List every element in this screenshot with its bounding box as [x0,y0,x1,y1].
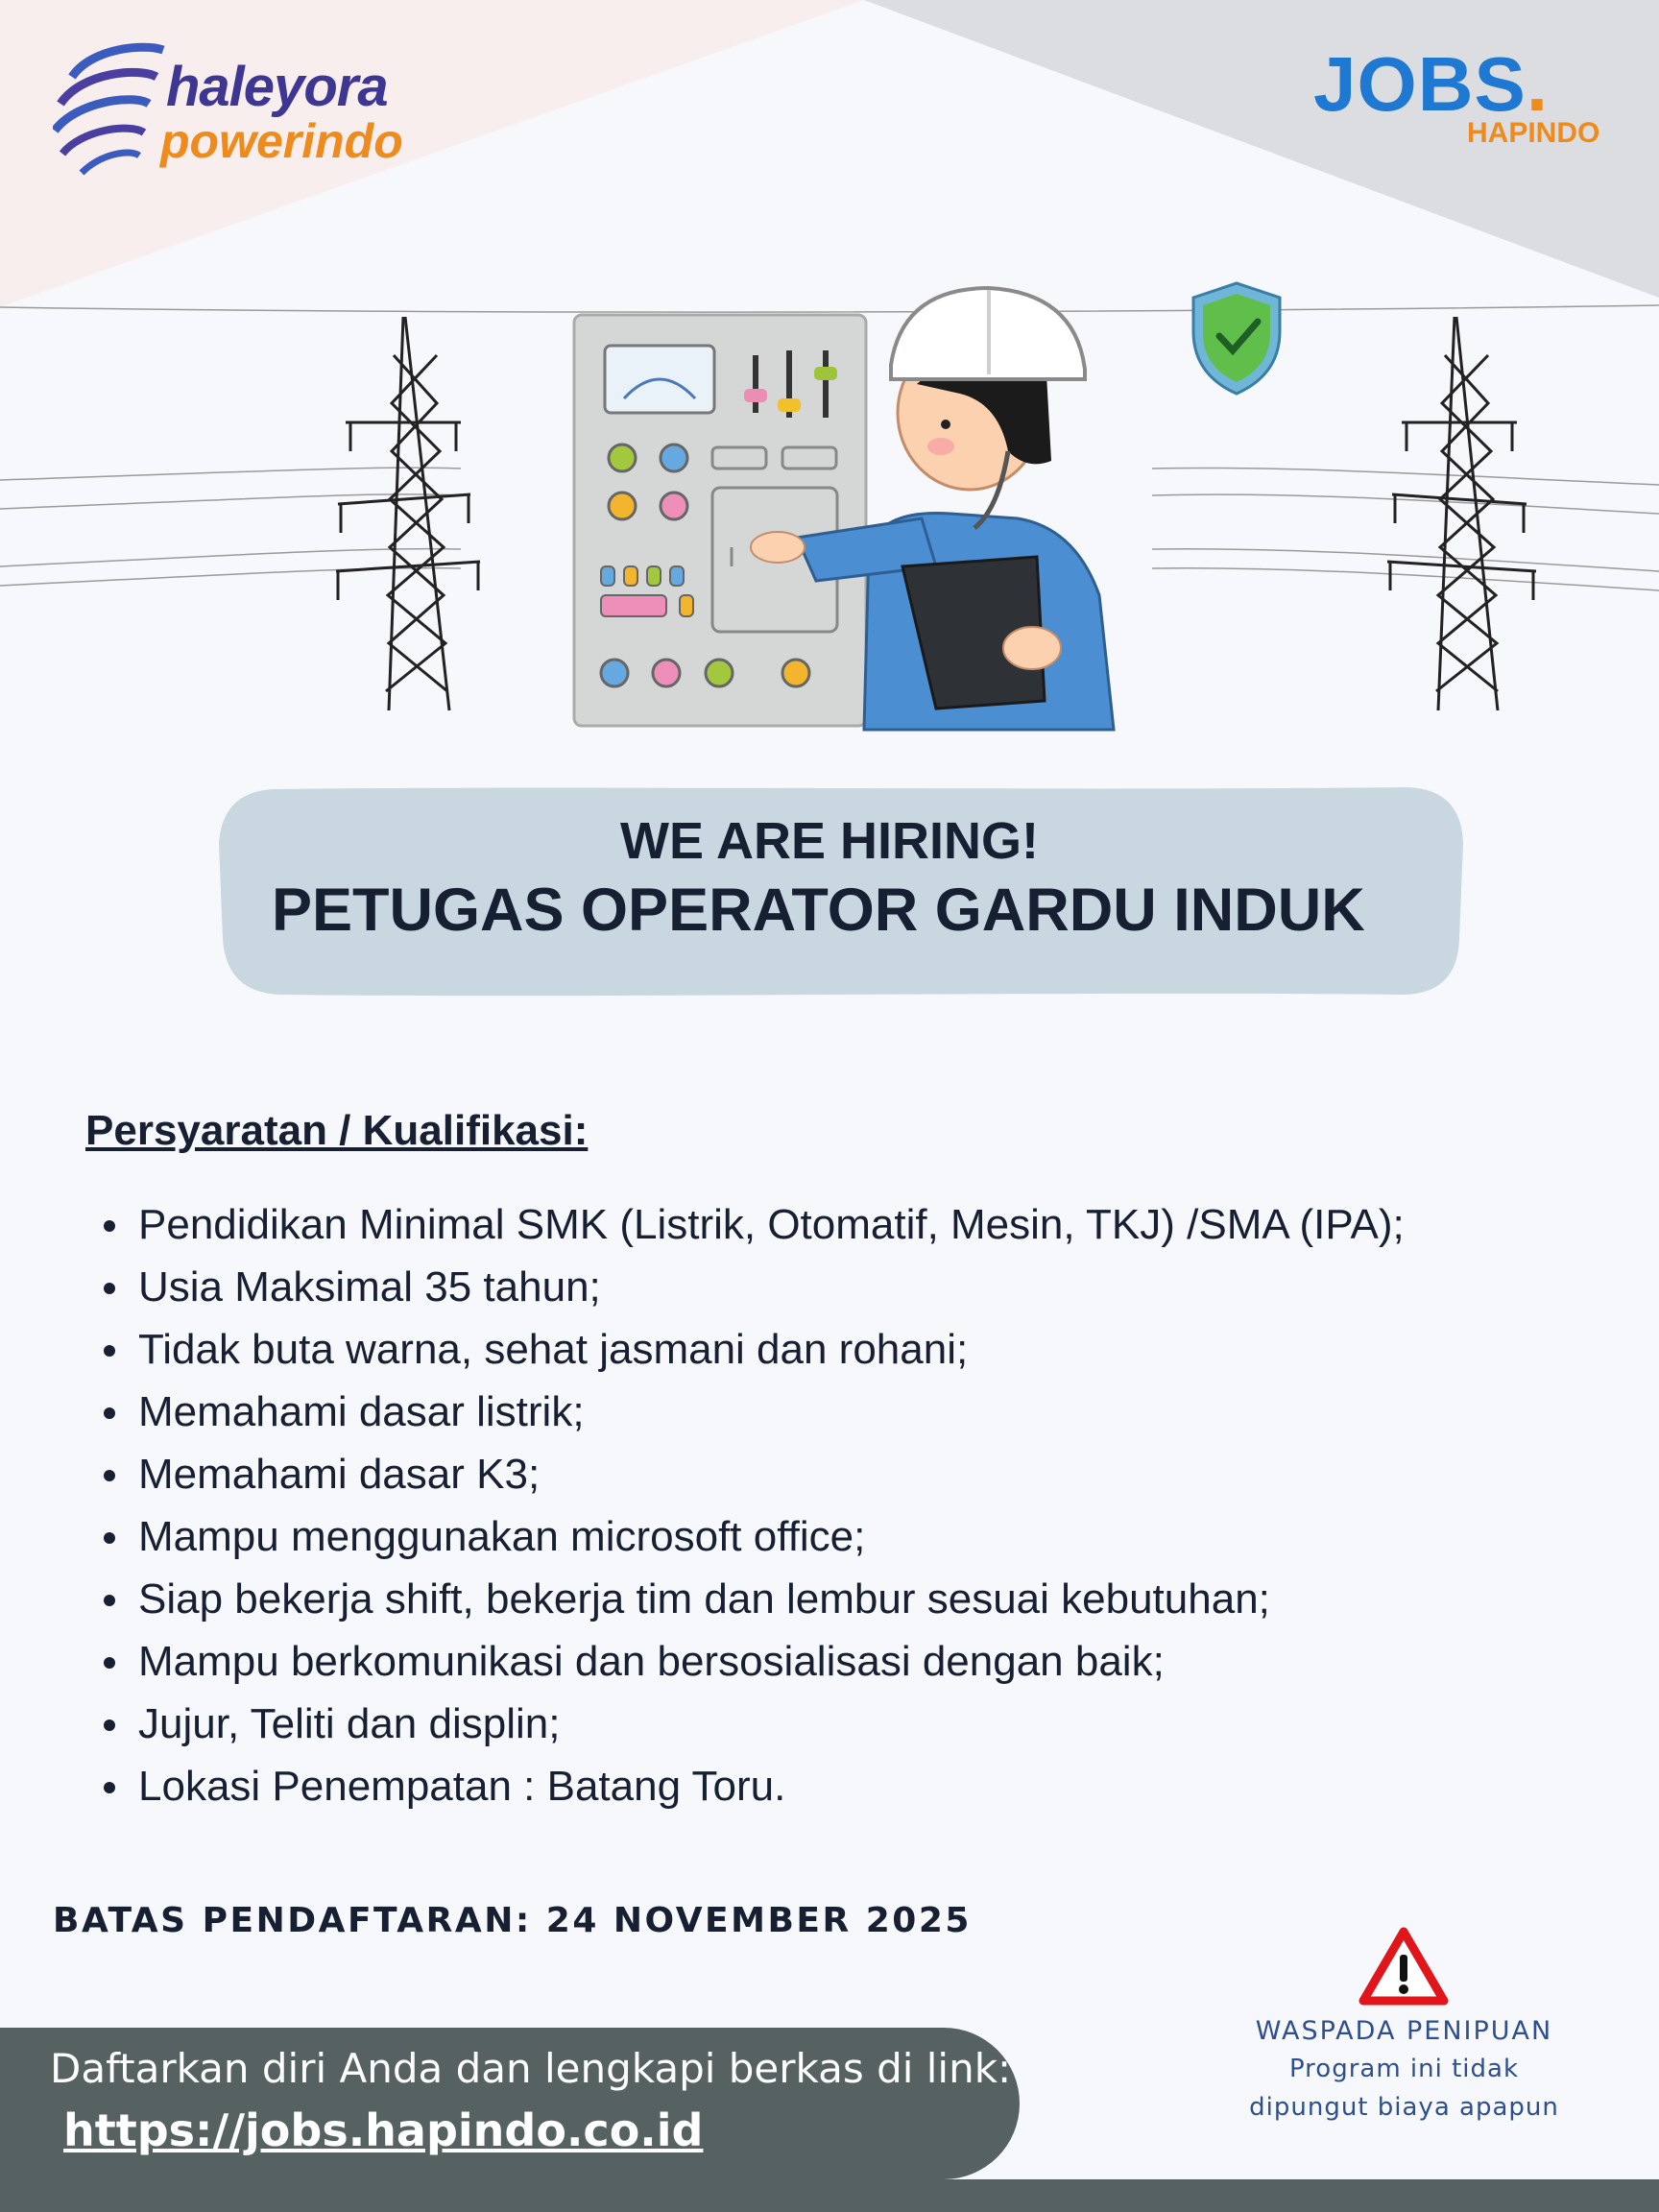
warning-line-1: Program ini tidak [1288,2055,1520,2083]
illustration [0,278,1659,739]
requirement-item: Memahami dasar listrik; [104,1381,1405,1443]
requirement-item: Siap bekerja shift, bekerja tim dan lembur sesuai kebutuhan; [104,1568,1405,1630]
warning-title: WASPADA PENIPUAN [1255,2016,1553,2046]
requirement-item: Mampu berkomunikasi dan bersosialisasi dengan baik; [104,1630,1405,1693]
warning-line-2: dipungut biaya apapun [1249,2093,1559,2122]
registration-link[interactable]: https://jobs.hapindo.co.id [63,2104,704,2156]
position-title: PETUGAS OPERATOR GARDU INDUK [272,877,1365,944]
haleyora-logo [53,38,418,182]
warning-icon [1358,1926,1450,2007]
registration-deadline: BATAS PENDAFTARAN: 24 NOVEMBER 2025 [53,1901,972,1940]
jobs-dot: . [1526,41,1550,127]
tower-left-icon [336,317,480,710]
jobs-wordmark [1313,41,1550,127]
shield-check-icon [1193,283,1280,394]
swirl-icon [53,38,168,182]
requirement-item: Lokasi Penempatan : Batang Toru. [104,1755,1405,1817]
bottom-strip [0,2179,1659,2212]
jobs-text: JOBS [1313,41,1527,127]
requirement-item: Memahami dasar K3; [104,1443,1405,1505]
company-name: haleyora [166,56,388,118]
requirement-item: Jujur, Teliti dan displin; [104,1693,1405,1755]
control-panel-icon [574,315,866,726]
requirement-item: Pendidikan Minimal SMK (Listrik, Otomatif, Mesin, TKJ) /SMA (IPA); [104,1193,1405,1256]
hapindo-text: HAPINDO [1467,117,1600,149]
requirements-list [104,1193,1405,1817]
jobs-hapindo-logo [1313,41,1601,152]
requirement-item: Mampu menggunakan microsoft office; [104,1505,1405,1568]
requirements-heading: Persyaratan / Kualifikasi: [85,1107,589,1154]
registration-text: Daftarkan diri Anda dan lengkapi berkas di link: [50,2045,1012,2092]
hiring-headline: WE ARE HIRING! [620,812,1039,870]
company-sub: powerindo [160,114,403,168]
requirement-item: Tidak buta warna, sehat jasmani dan rohani; [104,1318,1405,1381]
tower-right-icon [1387,317,1536,710]
requirement-item: Usia Maksimal 35 tahun; [104,1256,1405,1318]
